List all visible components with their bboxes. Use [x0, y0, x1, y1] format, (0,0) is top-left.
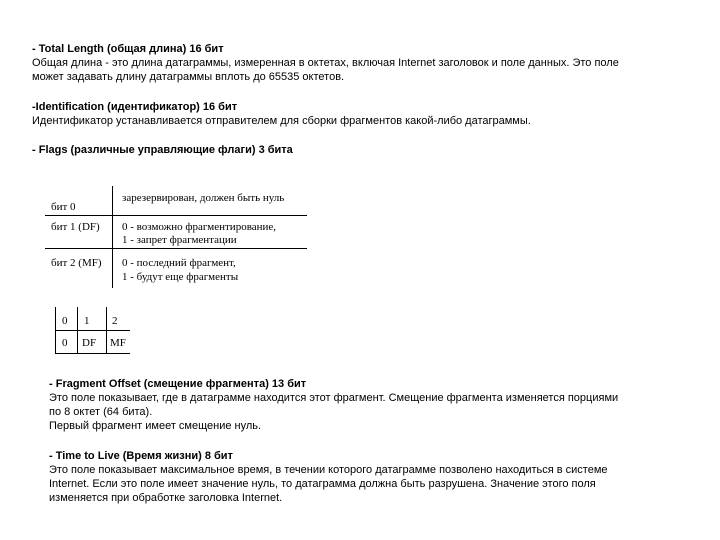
table-divider: [45, 248, 307, 249]
section-text-line: может задавать длину датаграммы вплоть до 65535 октетов.: [32, 71, 345, 83]
section-text-line: изменяется при обработке заголовка Internet.: [49, 492, 283, 504]
section-time-to-live: [49, 449, 689, 505]
section-heading: - Fragment Offset (смещение фрагмента) 13 бит: [49, 378, 307, 390]
flags-bit-description: 1 - запрет фрагментации: [122, 234, 237, 246]
bit-table-cell: 2: [112, 315, 118, 327]
section-heading: - Time to Live (Время жизни) 8 бит: [49, 450, 233, 462]
section-text-line: Это поле показывает максимальное время, в течении которого датаграмме позволено находиться в системе: [49, 464, 608, 476]
table-divider: [45, 215, 307, 216]
flags-bit-description: 1 - будут еще фрагменты: [122, 271, 239, 283]
section-fragment-offset: [49, 377, 689, 433]
section-text-line: Идентификатор устанавливается отправителем для сборки фрагментов какой-либо датаграммы.: [32, 115, 531, 127]
section-heading: - Flags (различные управляющие флаги) 3 бита: [32, 144, 293, 156]
table-column-divider: [112, 186, 113, 288]
section-heading: -Identification (идентификатор) 16 бит: [32, 101, 238, 113]
bit-table-border: [55, 353, 130, 354]
bit-table-border: [55, 330, 130, 331]
flags-bit-description: 0 - возможно фрагментирование,: [122, 221, 277, 233]
flags-bit-label: бит 1 (DF): [51, 221, 100, 233]
section-text-line: Internet. Если это поле имеет значение нуль, то датаграмма должна быть разрушена. Значение этого поля: [49, 478, 596, 490]
section-text-line: Первый фрагмент имеет смещение нуль.: [49, 420, 262, 432]
flags-bit-label: бит 0: [51, 201, 76, 213]
section-text-line: Это поле показывает, где в датаграмме находится этот фрагмент. Смещение фрагмента изменяется порциями: [49, 392, 619, 404]
bit-table-cell: DF: [82, 337, 97, 349]
section-flags: [32, 143, 692, 157]
section-identification: [32, 100, 692, 128]
flags-bit-description: зарезервирован, должен быть нуль: [122, 192, 285, 204]
bit-table-cell: 0: [62, 315, 68, 327]
section-total-length: [32, 42, 692, 84]
bit-table-cell: 0: [62, 337, 68, 349]
section-heading: - Total Length (общая длина) 16 бит: [32, 43, 224, 55]
bit-table-cell: MF: [110, 337, 126, 349]
flags-bit-description: 0 - последний фрагмент,: [122, 257, 236, 269]
flags-bit-label: бит 2 (MF): [51, 257, 102, 269]
section-text-line: по 8 октет (64 бита).: [49, 406, 153, 418]
bit-table-cell: 1: [84, 315, 90, 327]
section-text-line: Общая длина - это длина датаграммы, измеренная в октетах, включая Internet заголовок и поле данных. Это поле: [32, 57, 619, 69]
